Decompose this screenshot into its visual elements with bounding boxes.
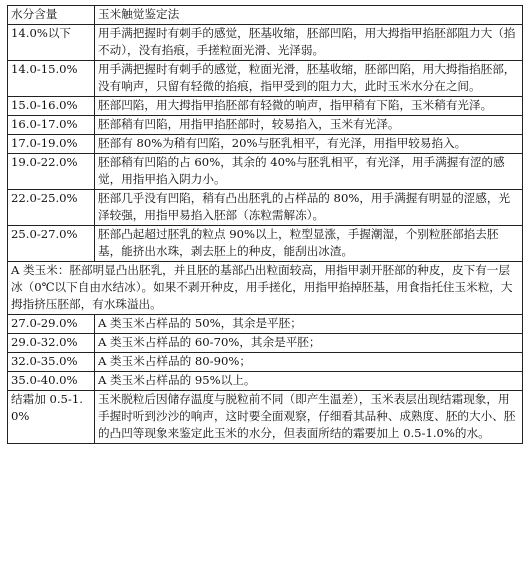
table-row [8,61,523,97]
tactile-description: 胚部凹陷，用大拇指甲掐胚部有轻微的响声，指甲稍有下陷，玉米稍有光泽。 [95,97,523,116]
table-row [8,315,523,334]
table-row [8,25,523,61]
moisture-table [7,5,523,444]
moisture-range: 19.0-22.0% [8,154,95,190]
moisture-range: 16.0-17.0% [8,116,95,135]
table-row [8,353,523,372]
table-row [8,372,523,391]
document [7,5,523,444]
moisture-range: 14.0-15.0% [8,61,95,97]
tactile-description: 胚部有 80%为稍有凹陷，20%与胚乳相平，有光泽，用指甲较易掐入。 [95,135,523,154]
frost-description: 玉米脱粒后因储存温度与脱粒前不同（即产生温差），玉米表层出现结霜现象，用手握时听到沙沙的响声，这时要全面观察，仔细看其品种、成熟度、胚的大小、胚的凸凹等现象来鉴定此玉米的水分，但表面所结的霜要加上 0.5-1.0%的水。 [95,391,523,444]
tactile-description: A 类玉米占样品的 60-70%，其余是平胚； [95,334,523,353]
moisture-range: 25.0-27.0% [8,226,95,262]
tactile-description: 用手满把握时有刺手的感觉，粒面光滑，胚基收缩，胚部凹陷，用大拇指掐胚部，没有响声，只留有轻微的掐痕，指甲受到的阻力大，此时玉米水分在之间。 [95,61,523,97]
tactile-description: A 类玉米占样品的 95%以上。 [95,372,523,391]
table-row [8,226,523,262]
tactile-description: 用手满把握时有刺手的感觉，胚基收缩，胚部凹陷，用大拇指甲掐胚部阻力大（掐不动），没有掐痕，手搓粒面光滑、光泽弱。 [95,25,523,61]
tactile-description: A 类玉米占样品的 80-90%； [95,353,523,372]
tactile-description: 胚部几乎没有凹陷，稍有凸出胚乳的占样品的 80%，用手满握有明显的涩感，光泽较强，用指甲易掐入胚部（冻粒需解冻）。 [95,190,523,226]
frost-row [8,391,523,444]
moisture-range: 14.0%以下 [8,25,95,61]
moisture-range: 22.0-25.0% [8,190,95,226]
table-row [8,190,523,226]
table-row [8,154,523,190]
table-row [8,116,523,135]
header-method: 玉米触觉鉴定法 [95,6,523,25]
type-a-definition: A 类玉米：胚部明显凸出胚乳，并且胚的基部凸出粒面较高，用指甲剥开胚部的种皮，皮下有一层冰（0℃以下自由水结冰）。如果不剥开种皮，用手搓化，用指甲掐掉胚基，用食指托住玉米粒，大拇指挤压胚部，有水珠溢出。 [8,262,523,315]
table-row [8,334,523,353]
tactile-description: 胚部稍有凹陷的占 60%，其余的 40%与胚乳相平，有光泽，用手满握有涩的感觉，用指甲掐入阴力小。 [95,154,523,190]
moisture-range: 29.0-32.0% [8,334,95,353]
moisture-range: 27.0-29.0% [8,315,95,334]
table-row [8,135,523,154]
tactile-description: A 类玉米占样品的 50%，其余是平胚； [95,315,523,334]
tactile-description: 胚部凸起超过胚乳的粒点 90%以上，粒型显涨，手握潮湿，个别粒胚部掐去胚基，能挤出水珠，剥去胚上的种皮，能刮出冰渣。 [95,226,523,262]
moisture-range: 15.0-16.0% [8,97,95,116]
frost-range: 结霜加 0.5-1.0% [8,391,95,444]
table-header-row [8,6,523,25]
type-a-definition-row [8,262,523,315]
header-moisture: 水分含量 [8,6,95,25]
moisture-range: 35.0-40.0% [8,372,95,391]
moisture-range: 32.0-35.0% [8,353,95,372]
moisture-range: 17.0-19.0% [8,135,95,154]
table-row [8,97,523,116]
tactile-description: 胚部稍有凹陷，用指甲掐胚部时，较易掐入，玉米有光泽。 [95,116,523,135]
